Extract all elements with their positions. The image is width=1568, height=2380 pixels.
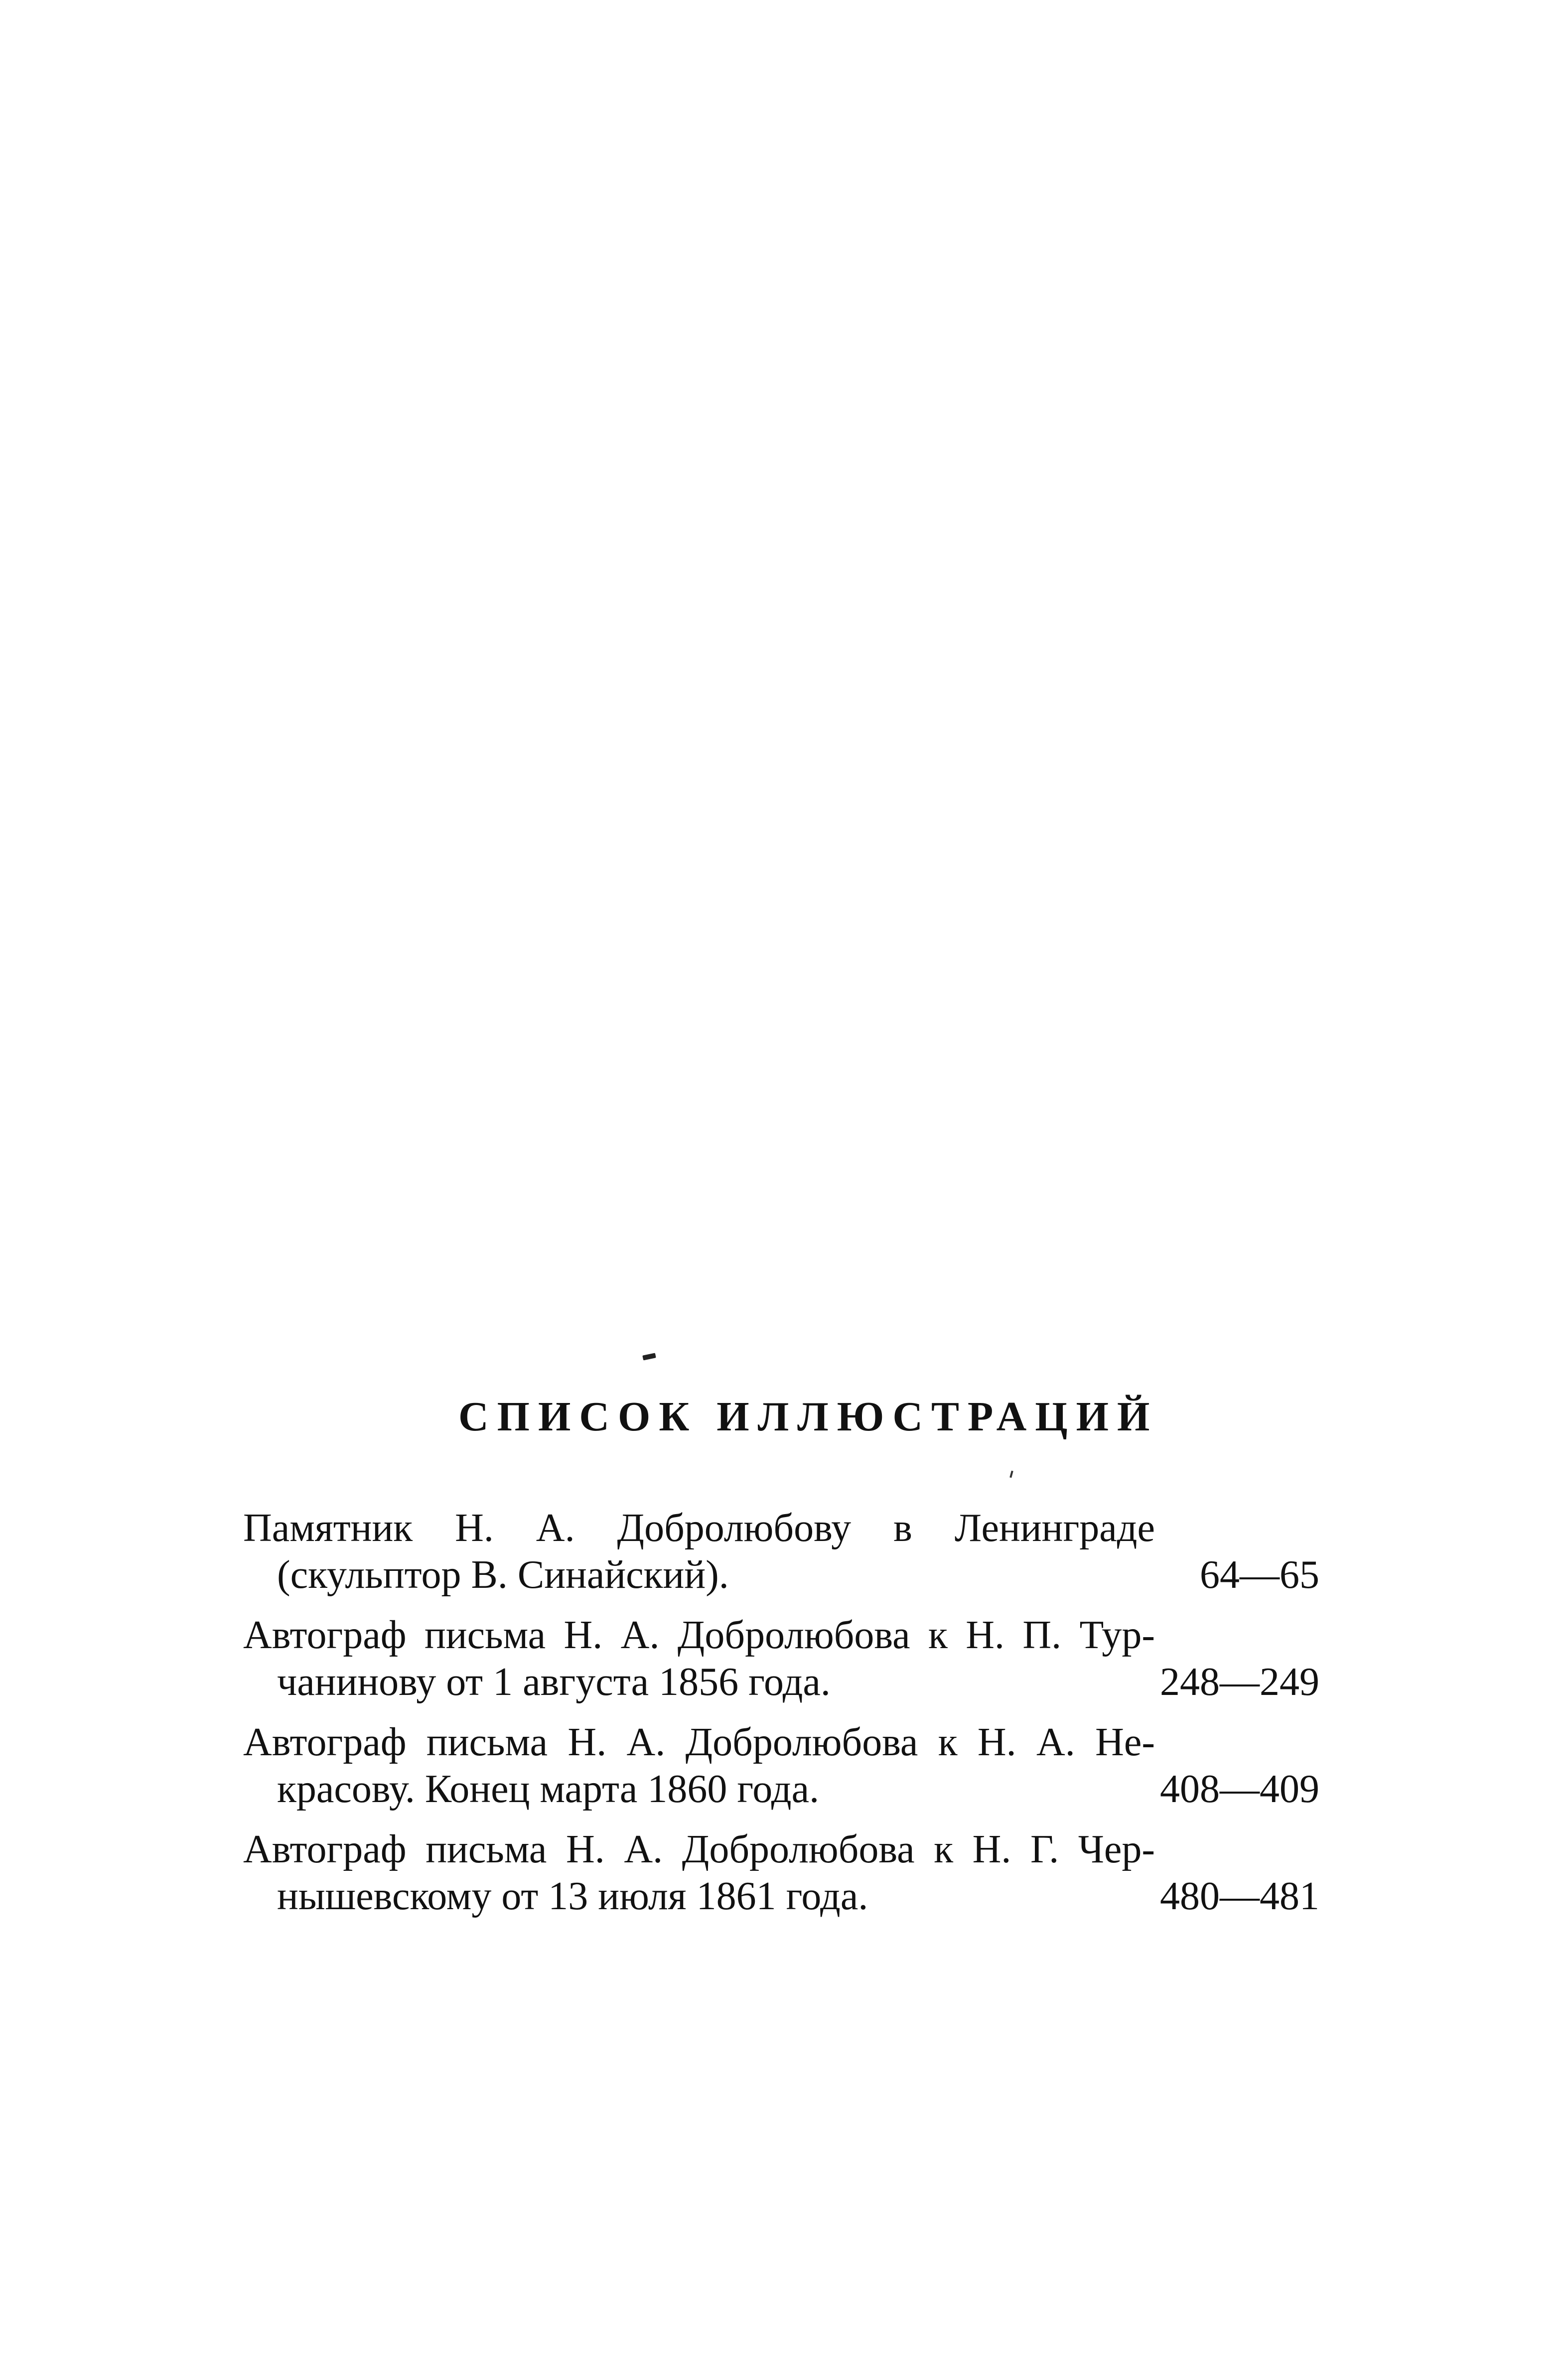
print-tick bbox=[1009, 1471, 1013, 1478]
entry-caption-line-2: (скульптор В. Синайский). bbox=[277, 1553, 729, 1597]
entry-caption-line-2: нышевскому от 13 июля 1861 года. bbox=[277, 1874, 868, 1918]
entry-caption-line-2: красову. Конец марта 1860 года. bbox=[277, 1767, 820, 1811]
entry-caption-line-1: Памятник Н. А. Добролюбову в Ленинграде bbox=[243, 1506, 1155, 1550]
entry-caption-line-2: чанинову от 1 августа 1856 года. bbox=[277, 1660, 831, 1704]
illustration-list bbox=[243, 1505, 1319, 1933]
list-item bbox=[243, 1505, 1319, 1598]
list-item bbox=[243, 1826, 1319, 1920]
entry-caption-line-1: Автограф письма Н. А. Добролюбова к Н. П. Тур- bbox=[243, 1613, 1155, 1657]
entry-pages: 64—65 bbox=[1200, 1553, 1319, 1597]
page-title: СПИСОК ИЛЛЮСТРАЦИЙ bbox=[458, 1394, 1158, 1440]
list-item bbox=[243, 1719, 1319, 1813]
entry-pages: 480—481 bbox=[1160, 1874, 1319, 1918]
print-mark bbox=[642, 1353, 656, 1360]
entry-caption-line-1: Автограф письма Н. А. Добролюбова к Н. А. Не- bbox=[243, 1720, 1155, 1764]
entry-caption-line-1: Автограф письма Н. А. Добролюбова к Н. Г. Чер- bbox=[243, 1827, 1155, 1871]
list-item bbox=[243, 1612, 1319, 1705]
entry-pages: 408—409 bbox=[1160, 1767, 1319, 1811]
entry-pages: 248—249 bbox=[1160, 1660, 1319, 1704]
